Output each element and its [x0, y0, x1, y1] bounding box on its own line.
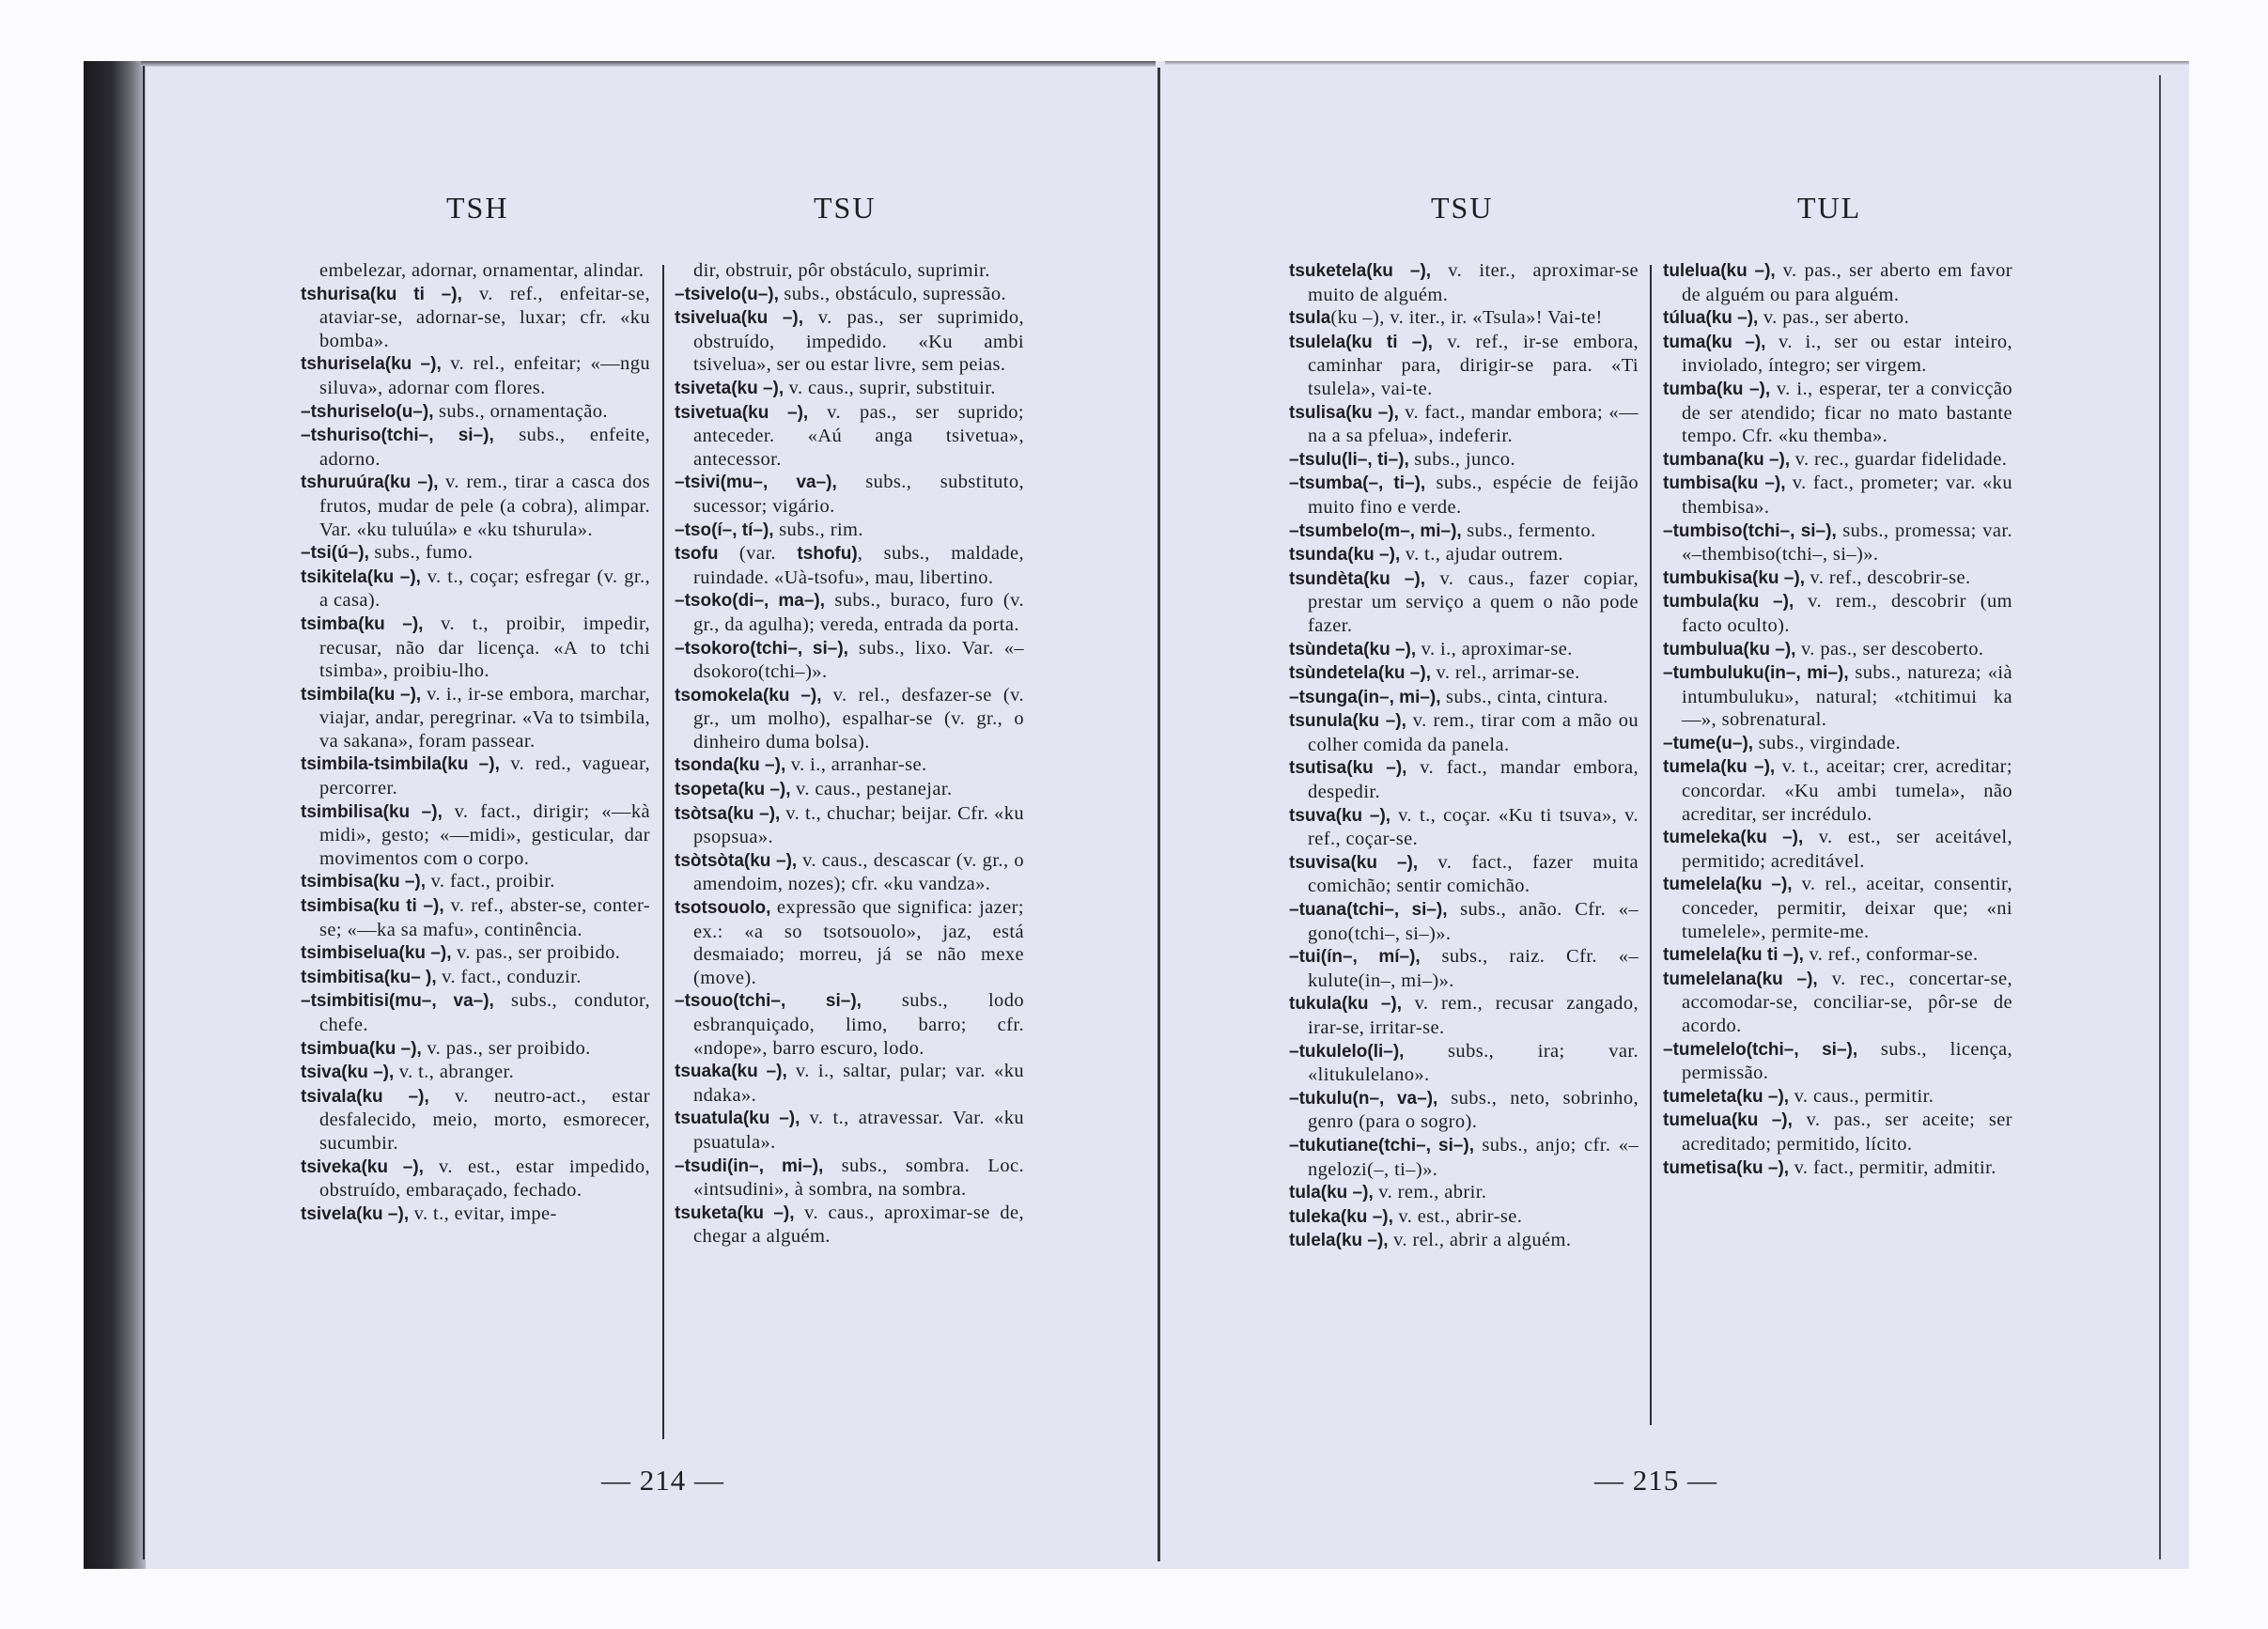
dictionary-entry	[675, 1202, 1024, 1249]
definition: v. ref., descobrir-se.	[1804, 566, 1971, 588]
dictionary-entry	[301, 941, 650, 966]
dictionary-entry	[1663, 638, 2012, 662]
definition: v. iter., aproximar-se muito de alguém.	[1308, 260, 1639, 305]
definition: v. caus., permitir.	[1789, 1085, 1934, 1107]
dictionary-entry	[1289, 851, 1639, 898]
headword: –tukulelo(li–),	[1289, 1041, 1405, 1062]
dictionary-entry	[675, 802, 1024, 849]
headword: tulela(ku –),	[1289, 1231, 1389, 1251]
definition: v. rec., concertar-se, accomodar-se, conciliar-se, pôr-se de acordo.	[1682, 968, 2012, 1036]
headword: tsùndetela(ku –),	[1289, 663, 1431, 684]
dictionary-entry	[1663, 1085, 2012, 1109]
headword: tsonda(ku –),	[675, 755, 786, 776]
dictionary-entry	[675, 637, 1024, 684]
dictionary-entry	[301, 1037, 650, 1062]
scan-dark-edge	[84, 61, 146, 1569]
dictionary-entry	[301, 989, 650, 1036]
headword-variant: tshofu)	[797, 544, 858, 565]
dictionary-entry	[1289, 1087, 1639, 1134]
dictionary-entry	[301, 541, 650, 566]
headword: tsùndeta(ku –),	[1289, 639, 1417, 659]
dictionary-entry	[1289, 992, 1639, 1039]
definition: v. pas., ser descoberto.	[1795, 638, 1984, 659]
definition: v. fact., dirigir; «—kà midi», gesto; «—midi», gesticular, dar movimentos com o corpo.	[319, 800, 650, 869]
headword: tsòtsòta(ku –),	[675, 850, 798, 871]
headword: –tumbuluku(in–, mi–),	[1663, 663, 1849, 684]
headword: tsimbisa(ku –),	[301, 872, 427, 892]
running-head: TUL	[1797, 191, 1862, 225]
headword: –tume(u–),	[1663, 733, 1754, 753]
dictionary-entry	[1289, 898, 1639, 945]
definition: subs., raiz. Cfr. «–kulute(in–, mi–)».	[1308, 946, 1639, 991]
headword: –tumelelo(tchi–, si–),	[1663, 1039, 1858, 1060]
definition: v. neutro-act., estar desfalecido, meio, morto, esmorecer, sucumbir.	[319, 1085, 650, 1154]
definition: subs., lodo esbranquiçado, limo, barro; cfr. «ndope», barro escuro, lodo.	[693, 990, 1024, 1059]
dictionary-entry	[1289, 756, 1639, 803]
headword: tsivala(ku –),	[301, 1086, 429, 1107]
headword: tumbisa(ku –),	[1663, 473, 1786, 494]
dictionary-entry	[1289, 1229, 1639, 1253]
definition: v. pas., ser aceite; ser acreditado; permitido, lícito.	[1682, 1109, 2012, 1155]
headword: –tui(ín–, mí–),	[1289, 947, 1421, 968]
dictionary-entry	[301, 870, 650, 894]
headword: tumbana(ku –),	[1663, 449, 1791, 470]
definition: v. rem., tirar com a mão ou colher comida da panela.	[1308, 710, 1639, 755]
headword: –tsimbitisi(mu–, va–),	[301, 991, 494, 1012]
definition: , subs., maldade, ruindade. «Uà-tsofu», mau, libertino.	[693, 543, 1024, 588]
definition: (var.	[718, 543, 798, 565]
dictionary-entry	[1663, 732, 2012, 756]
dictionary-entry	[1663, 259, 2012, 306]
dictionary-entry	[301, 966, 650, 990]
headword: tumelelana(ku –),	[1663, 969, 1818, 989]
definition: subs., anjo; cfr. «–ngelozi(–, ti–)».	[1308, 1134, 1639, 1180]
definition: v. fact., proibir.	[426, 871, 555, 892]
headword: tsivelua(ku –),	[675, 308, 803, 329]
dictionary-column	[675, 259, 1024, 1249]
headword: –tshuriselo(u–),	[301, 401, 434, 422]
definition: subs., ornamentação.	[433, 400, 608, 422]
headword: túlua(ku –),	[1663, 308, 1759, 329]
dictionary-entry	[301, 1156, 650, 1202]
dictionary-entry	[301, 424, 650, 471]
definition: expressão que significa: jazer; ex.: «a so tsotsouolo», jaz, está desmaiado; morreu, já se não mexe (move).	[693, 897, 1024, 988]
dictionary-entry	[1663, 1038, 2012, 1085]
headword: tula(ku –),	[1289, 1183, 1374, 1203]
definition: v. rel., abrir a alguém.	[1388, 1230, 1572, 1251]
definition: v. t., coçar; esfregar (v. gr., a casa).	[319, 566, 650, 612]
definition: v. ref., abster-se, conter-se; «—ka sa mafu», continência.	[319, 895, 651, 940]
dictionary-entry	[301, 283, 650, 353]
dictionary-entry	[675, 471, 1024, 518]
dictionary-entry	[1663, 378, 2012, 448]
dictionary-entry	[1663, 1156, 2012, 1181]
headword: tsimbila(ku –),	[301, 684, 422, 705]
dictionary-entry	[1289, 661, 1639, 686]
headword: –tuana(tchi–, si–),	[1289, 900, 1448, 921]
definition: subs., substituto, sucessor; vigário.	[693, 472, 1025, 517]
dictionary-entry	[1663, 873, 2012, 943]
dictionary-entry	[1663, 755, 2012, 826]
definition: v. fact., prometer; var. «ku thembisa».	[1682, 473, 2012, 518]
definition: subs., virgindade.	[1753, 732, 1902, 753]
page-number: — 215 —	[1594, 1464, 1717, 1497]
definition: subs., sombra. Loc. «intsudini», à sombra, na sombra.	[693, 1155, 1024, 1201]
headword: –tsivi(mu–, va–),	[675, 473, 837, 493]
definition: v. rel., enfeitar; «—ngu siluva», adornar com flores.	[319, 353, 650, 398]
headword: tsuaka(ku –),	[675, 1062, 787, 1082]
dictionary-entry	[301, 400, 650, 425]
dictionary-entry	[301, 471, 650, 541]
dictionary-entry	[1289, 472, 1639, 519]
dictionary-entry	[301, 800, 650, 871]
definition: v. i., aproximar-se.	[1416, 638, 1573, 659]
definition: v. t., coçar. «Ku ti tsuva», v. ref., coçar-se.	[1308, 804, 1639, 850]
dictionary-entry	[675, 896, 1024, 989]
dictionary-entry	[1663, 1109, 2012, 1156]
dictionary-entry	[1663, 472, 2012, 519]
definition: subs., fermento.	[1461, 520, 1596, 541]
dictionary-entry	[675, 542, 1024, 589]
definition: v. t., ajudar outrem.	[1400, 544, 1563, 566]
definition: v. i., ser ou estar inteiro, inviolado, íntegro; ser virgem.	[1682, 331, 2012, 377]
column-divider	[662, 265, 664, 1439]
definition: subs., natureza; «ià intumbuluku», natural; «tchitimui ka—», sobrenatural.	[1682, 662, 2012, 731]
definition: v. fact., mandar embora, despedir.	[1308, 757, 1639, 803]
entry-continuation	[675, 259, 1024, 283]
headword: tsulisa(ku –),	[1289, 402, 1399, 423]
dictionary-entry	[675, 1060, 1024, 1107]
headword: –tsi(ú–),	[301, 543, 369, 564]
dictionary-entry	[675, 1155, 1024, 1202]
headword: tukula(ku –),	[1289, 994, 1402, 1015]
headword: tsuatula(ku –),	[675, 1109, 800, 1129]
definition: v. t., chuchar; beijar. Cfr. «ku psopsua».	[693, 802, 1024, 848]
definition: v. i., ir-se embora, marchar, viajar, andar, peregrinar. «Va to tsimbila, va sakana», foram passear.	[319, 683, 650, 752]
dictionary-entry	[675, 589, 1024, 636]
definition: v. t., abranger.	[394, 1062, 515, 1083]
headword: tumbukisa(ku –),	[1663, 567, 1805, 588]
headword: tulelua(ku –),	[1663, 261, 1776, 281]
headword: tsuketela(ku –),	[1289, 261, 1432, 281]
definition: v. t., proibir, impedir, recusar, não dar licença. «A to tchi tsimba», proibiu-lho.	[319, 613, 650, 682]
book-spine-line	[1157, 68, 1160, 1561]
definition: v. ref., ir-se embora, caminhar para, dirigir-se para. «Ti tsulela», vai-te.	[1308, 331, 1639, 399]
dictionary-entry	[1289, 448, 1639, 473]
dictionary-entry	[1289, 1134, 1639, 1181]
definition: subs., ira; var. «litukulelano».	[1308, 1040, 1639, 1086]
definition: v. i., saltar, pular; var. «ku ndaka».	[693, 1061, 1024, 1106]
dictionary-entry	[675, 1107, 1024, 1154]
page-left-edge	[143, 66, 145, 1559]
definition: v. est., abrir-se.	[1392, 1205, 1523, 1227]
headword: tsimbiselua(ku –),	[301, 943, 452, 964]
definition: subs., fumo.	[368, 542, 474, 564]
headword: –tsivelo(u–),	[675, 284, 779, 304]
definition: v. caus., aproximar-se de, chegar a alguém.	[693, 1202, 1024, 1248]
headword: tsòtsa(ku –),	[675, 803, 781, 824]
definition: subs., espécie de feijão muito fino e verde.	[1308, 473, 1639, 518]
headword: –tso(í–, tí–),	[675, 520, 774, 540]
dictionary-entry	[1289, 945, 1639, 992]
headword: –tsulu(li–, ti–),	[1289, 449, 1409, 470]
headword: tumelua(ku –),	[1663, 1110, 1793, 1131]
dictionary-entry	[301, 683, 650, 753]
definition: v. rel., aceitar, consentir, conceder, permitir, deixar que; «ni tumelele», permite-me.	[1682, 874, 2012, 942]
definition: v. i., esperar, ter a convicção de ser atendido; ficar no mato bastante tempo. Cfr. «ku themba».	[1682, 378, 2012, 447]
headword: –tsumba(–, ti–),	[1289, 473, 1426, 494]
column-divider	[1650, 265, 1652, 1425]
headword: –tsudi(in–, mi–),	[675, 1156, 824, 1176]
definition: v. red., vaguear, percorrer.	[319, 753, 650, 799]
dictionary-entry	[1663, 968, 2012, 1038]
headword: tsimba(ku –),	[301, 613, 424, 634]
headword: tsuvisa(ku –),	[1289, 852, 1419, 873]
dictionary-entry	[1663, 448, 2012, 473]
dictionary-entry	[1663, 661, 2012, 732]
running-head: TSH	[446, 191, 509, 225]
page-top-edge	[141, 61, 1156, 67]
dictionary-entry	[1289, 520, 1639, 544]
definition: subs., junco.	[1408, 448, 1515, 470]
headword: –tukutiane(tchi–, si–),	[1289, 1135, 1475, 1156]
dictionary-entry	[675, 753, 1024, 778]
headword: tsivela(ku –),	[301, 1203, 410, 1224]
definition: v. pas., ser suprimido, obstruído, impedido. «Ku ambi tsivelua», ser ou estar livre, sem peias.	[693, 307, 1025, 376]
definition: subs., lixo. Var. «–dsokoro(tchi–)».	[693, 637, 1024, 683]
definition: v. fact., permitir, admitir.	[1789, 1156, 1996, 1178]
headword: tumelela(ku ti –),	[1663, 945, 1804, 966]
page-number: — 214 —	[601, 1464, 724, 1497]
definition: subs., obstáculo, supressão.	[778, 283, 1007, 304]
dictionary-entry	[1289, 401, 1639, 448]
headword: tsotsouolo,	[675, 898, 771, 919]
dictionary-entry	[1663, 520, 2012, 566]
headword: tumeleta(ku –),	[1663, 1086, 1790, 1107]
definition: v. caus., suprir, substituir.	[784, 377, 996, 398]
headword: tsiveta(ku –),	[675, 378, 784, 398]
dictionary-entry	[301, 352, 650, 399]
definition: v. ref., enfeitar-se, ataviar-se, adornar-se, luxar; cfr. «ku bomba».	[319, 283, 650, 351]
dictionary-entry	[301, 566, 650, 613]
definition: v. rel., arrimar-se.	[1430, 662, 1580, 684]
running-head: TSU	[814, 191, 877, 225]
definition: subs., condutor, chefe.	[319, 990, 650, 1035]
headword: tsunda(ku –),	[1289, 545, 1401, 566]
headword: tsimbua(ku –),	[301, 1038, 422, 1059]
headword: tsopeta(ku –),	[675, 780, 791, 800]
definition: v. rem., abrir.	[1373, 1182, 1487, 1203]
definition: v. ref., conformar-se.	[1803, 944, 1979, 966]
dictionary-entry	[1289, 686, 1639, 710]
definition: subs., neto, sobrinho, genro (para o sogro).	[1308, 1087, 1639, 1133]
definition: v. est., estar impedido, obstruído, embaraçado, fechado.	[319, 1156, 650, 1202]
headword: tumbula(ku –),	[1663, 592, 1794, 613]
headword: tsimbitisa(ku– ),	[301, 967, 437, 987]
headword: –tsumbelo(m–, mi–),	[1289, 520, 1462, 541]
definition: subs., promessa; var. «–thembiso(tchi–, si–)».	[1682, 520, 2012, 566]
definition: v. rem., descobrir (um facto oculto).	[1682, 591, 2012, 636]
headword: tsimbila-tsimbila(ku –),	[301, 754, 500, 775]
definition: v. caus., fazer copiar, prestar um serviço a quem o não pode fazer.	[1308, 567, 1639, 636]
dictionary-entry	[1289, 259, 1639, 306]
dictionary-entry	[1289, 638, 1639, 662]
dictionary-entry	[301, 752, 650, 799]
headword: tsivetua(ku –),	[675, 402, 809, 423]
headword: tsundèta(ku –),	[1289, 568, 1426, 589]
dictionary-entry	[1663, 590, 2012, 637]
definition: v. pas., ser aberto.	[1758, 307, 1910, 329]
dictionary-entry	[301, 1085, 650, 1156]
headword: tshurisa(ku ti –),	[301, 284, 462, 304]
dictionary-entry	[1289, 567, 1639, 638]
definition: (ku –), v. iter., ir. «Tsula»! Vai-te!	[1330, 307, 1603, 329]
headword: tsimbisa(ku ti –),	[301, 896, 444, 917]
headword: –tsunga(in–, mi–),	[1289, 687, 1441, 707]
dictionary-entry	[675, 989, 1024, 1060]
dictionary-column	[1663, 259, 2012, 1180]
definition: subs., anão. Cfr. «–gono(tchi–, si–)».	[1308, 899, 1639, 944]
headword: tumba(ku –),	[1663, 379, 1771, 399]
dictionary-entry	[1289, 1181, 1639, 1205]
headword: tsikitela(ku –),	[301, 566, 421, 587]
dictionary-entry	[301, 613, 650, 683]
definition: v. rel., desfazer-se (v. gr., um molho), espalhar-se (v. gr., o dinheiro duma bolsa).	[693, 684, 1024, 752]
headword: –tshuriso(tchi–, si–),	[301, 426, 494, 446]
dictionary-entry	[1663, 566, 2012, 591]
headword: tumela(ku –),	[1663, 757, 1776, 778]
definition: v. caus., descascar (v. gr., o amendoim, nozes); cfr. «ku vandza».	[693, 849, 1024, 895]
headword: tumetisa(ku –),	[1663, 1157, 1790, 1178]
headword: –tumbiso(tchi–, si–),	[1663, 520, 1837, 541]
dictionary-entry	[675, 849, 1024, 896]
dictionary-entry	[1663, 943, 2012, 968]
dictionary-entry	[675, 778, 1024, 802]
headword: tshuruúra(ku –),	[301, 473, 439, 493]
headword: tumelela(ku –),	[1663, 875, 1793, 895]
headword: tuleka(ku –),	[1289, 1206, 1393, 1227]
headword: tsimbilisa(ku –),	[301, 801, 443, 822]
headword: tsiveka(ku –),	[301, 1156, 424, 1177]
dictionary-entry	[1289, 709, 1639, 756]
headword: tsuketa(ku –),	[675, 1202, 795, 1223]
definition: v. fact., fazer muita comichão; sentir comichão.	[1308, 851, 1639, 897]
headword: tumbulua(ku –),	[1663, 639, 1796, 659]
dictionary-entry	[1289, 543, 1639, 567]
page-top-edge	[1165, 61, 2189, 65]
definition: subs., buraco, furo (v. gr., da agulha); vereda, entrada da porta.	[693, 590, 1024, 635]
dictionary-entry	[1663, 826, 2012, 873]
headword: tuma(ku –),	[1663, 332, 1766, 352]
headword: –tsoko(di–, ma–),	[675, 591, 826, 612]
headword: –tukulu(n–, va–),	[1289, 1088, 1438, 1109]
definition: subs., cinta, cintura.	[1440, 686, 1608, 707]
definition: v. pas., ser proibido.	[421, 1037, 591, 1059]
definition: v. caus., pestanejar.	[790, 779, 953, 800]
definition: embelezar, adornar, ornamentar, alindar.	[319, 260, 645, 281]
definition: v. t., atravessar. Var. «ku psuatula».	[693, 1108, 1024, 1153]
headword: tsulela(ku ti –),	[1289, 332, 1433, 352]
definition: v. rem., tirar a casca dos frutos, mudar de pele (a cobra), alimpar. Var. «ku tuluúla» e «ku tshurula».	[319, 472, 650, 540]
dictionary-entry	[1289, 331, 1639, 401]
dictionary-entry	[1663, 306, 2012, 331]
headword: tsomokela(ku –),	[675, 685, 822, 706]
headword: –tsouo(tchi–, si–),	[675, 991, 862, 1012]
dictionary-entry	[675, 684, 1024, 754]
definition: subs., rim.	[773, 519, 863, 540]
dictionary-entry	[675, 283, 1024, 307]
dictionary-entry	[1289, 804, 1639, 851]
dictionary-column	[1289, 259, 1639, 1253]
dictionary-entry	[301, 1202, 650, 1227]
definition: v. t., aceitar; crer, acreditar; concordar. «Ku ambi tumela», não acreditar, ser incrédulo.	[1682, 756, 2012, 825]
entry-continuation	[301, 259, 650, 283]
page-right-edge	[2159, 75, 2161, 1559]
definition: v. pas., ser suprido; anteceder. «Aú anga tsivetua», antecessor.	[693, 401, 1024, 470]
dictionary-column	[301, 259, 650, 1226]
dictionary-entry	[1663, 331, 2012, 378]
headword: tsuva(ku –),	[1289, 805, 1391, 826]
definition: v. pas., ser aberto em favor de alguém ou para alguém.	[1682, 260, 2012, 305]
definition: v. t., evitar, impe-	[409, 1202, 557, 1224]
dictionary-entry	[675, 306, 1024, 377]
headword: tsunula(ku –),	[1289, 711, 1406, 732]
definition: v. fact., mandar embora; «—na a sa pfelua», indeferir.	[1308, 401, 1639, 447]
definition: v. fact., conduzir.	[436, 966, 582, 987]
headword: –tsokoro(tchi–, si–),	[675, 638, 848, 659]
dictionary-entry	[675, 401, 1024, 472]
definition: dir, obstruir, pôr obstáculo, suprimir.	[693, 260, 990, 281]
headword: tshurisela(ku –),	[301, 354, 442, 375]
dictionary-entry	[675, 519, 1024, 543]
dictionary-entry	[301, 1061, 650, 1085]
definition: v. est., ser aceitável, permitido; acreditável.	[1682, 827, 2013, 872]
dictionary-entry	[1289, 1205, 1639, 1230]
headword: tumeleka(ku –),	[1663, 828, 1804, 848]
dictionary-entry	[301, 894, 650, 941]
headword: tsofu	[675, 544, 719, 565]
headword: tsutisa(ku –),	[1289, 758, 1407, 779]
definition: v. rec., guardar fidelidade.	[1790, 448, 2008, 470]
dictionary-entry	[675, 377, 1024, 401]
headword: tsiva(ku –),	[301, 1063, 395, 1083]
dictionary-entry	[1289, 306, 1639, 331]
definition: v. rem., recusar zangado, irar-se, irritar-se.	[1308, 993, 1639, 1038]
running-head: TSU	[1431, 191, 1494, 225]
definition: v. i., arranhar-se.	[785, 754, 927, 776]
definition: subs., licença, permissão.	[1682, 1038, 2012, 1084]
headword: tsula	[1289, 308, 1331, 329]
dictionary-entry	[1289, 1040, 1639, 1087]
definition: v. pas., ser proibido.	[451, 942, 621, 964]
definition: subs., enfeite, adorno.	[319, 425, 650, 470]
